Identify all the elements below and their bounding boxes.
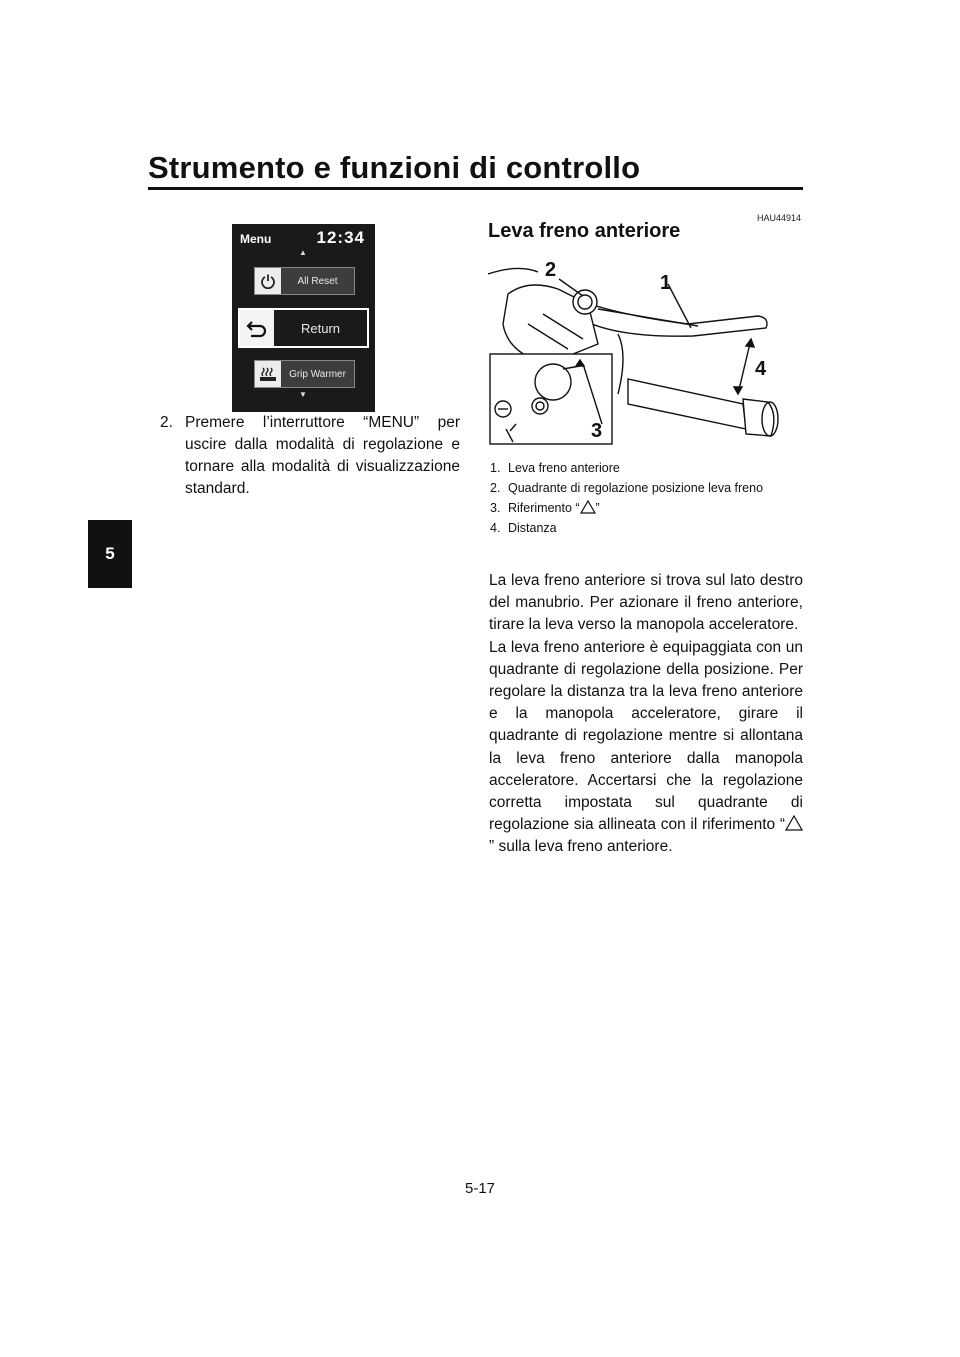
paragraph: La leva freno anteriore si trova sul lato destro del manubrio. Per azionare il freno anteriore, tirare la leva verso la manopola acceleratore. (489, 572, 803, 634)
caption-number: 1. (490, 461, 501, 475)
return-arrow-icon (240, 310, 274, 346)
section-title: Leva freno anteriore (488, 220, 681, 242)
callout-2: 2 (545, 259, 557, 281)
caption-text: Quadrante di regolazione posizione leva freno (508, 481, 764, 495)
chapter-tab: 5 (88, 520, 132, 588)
scroll-down-icon: ▼ (299, 390, 307, 399)
page-title: Strumento e funzioni di controllo (148, 150, 641, 185)
menu-item-return (238, 308, 369, 348)
callout-3: 3 (591, 420, 603, 442)
callout-1: 1 (660, 272, 672, 294)
page-number: 5-17 (464, 1180, 496, 1197)
caption-text: Riferimento “ (508, 501, 580, 515)
brake-lever-illustration (488, 254, 803, 454)
step-item (160, 412, 460, 500)
caption-number: 3. (490, 501, 501, 515)
menu-item-grip-warmer (254, 360, 355, 388)
caption-text: Distanza (508, 521, 557, 535)
caption-text: ” (595, 501, 600, 515)
paragraph (489, 637, 803, 859)
menu-label: Menu (240, 232, 272, 246)
step-text: Premere l’interruttore “MENU” per uscire dalla modalità di regolazione e tornare alla modalità di visualizzazione standard. (185, 414, 460, 497)
section-code: HAU44914 (757, 213, 802, 223)
title-rule (148, 187, 803, 190)
menu-screen-illustration (232, 224, 375, 412)
grip-warmer-icon (255, 361, 281, 387)
triangle-mark-icon (785, 815, 803, 831)
menu-item-label: Return (300, 320, 341, 336)
menu-item-label: Grip Warmer (289, 368, 346, 380)
caption-item (490, 480, 790, 496)
caption-number: 4. (490, 521, 501, 535)
caption-item (490, 520, 790, 536)
menu-item-all-reset (254, 267, 355, 295)
caption-item (490, 460, 790, 476)
clock-display: 12:34 (316, 228, 365, 247)
caption-item (490, 500, 790, 516)
scroll-up-icon: ▲ (299, 248, 307, 257)
menu-item-label: All Reset (297, 275, 338, 287)
figure-captions (490, 460, 790, 540)
caption-text: Leva freno anteriore (508, 461, 620, 475)
callout-4: 4 (755, 358, 767, 380)
paragraph-text: ” sulla leva freno anteriore. (489, 838, 673, 856)
paragraph-text: La leva freno anteriore è equipaggiata con un quadrante di regolazione della posizione. Per regolare la distanza tra la leva freno anteriore e la manopola acceleratore, girare il quadrante di regolazione mentre si allontana la leva freno anteriore dalla manopola acceleratore. Accertarsi che la regolazione corretta impostata sul quadrante di regolazione sia allineata con il riferimento “ (489, 638, 803, 834)
power-icon (255, 268, 281, 294)
body-text (489, 570, 803, 859)
caption-number: 2. (490, 481, 501, 495)
step-number: 2. (160, 414, 173, 431)
triangle-mark-icon (580, 500, 596, 514)
